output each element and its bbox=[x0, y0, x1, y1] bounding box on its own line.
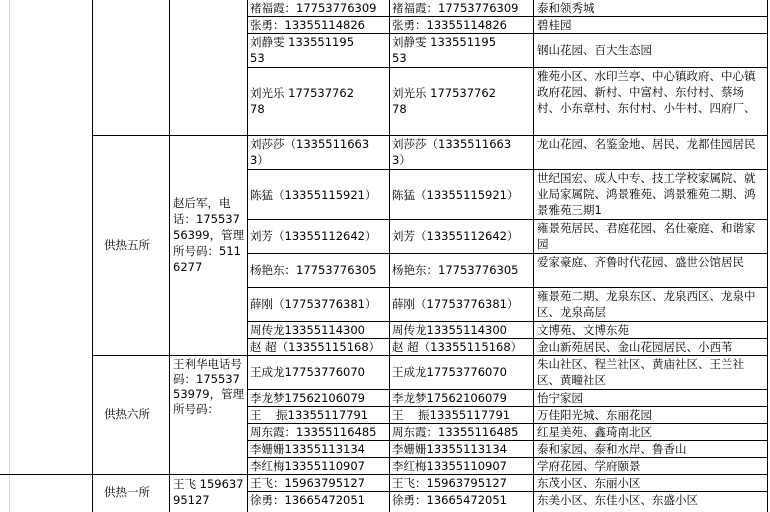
contact-cell: 褚福霞：17753776309 bbox=[250, 1, 377, 15]
grid-column-line bbox=[9, 0, 10, 512]
column-divider bbox=[767, 0, 768, 512]
station-name: 供热五所 bbox=[104, 238, 150, 252]
contact-cell: 周传龙13355114300 bbox=[250, 323, 365, 337]
contact-cell: 杨艳东：17753776305 bbox=[392, 263, 519, 277]
contact-cell: 李龙梦17562106079 bbox=[392, 391, 507, 405]
community-cell: 万佳阳光城、东丽花园 bbox=[537, 408, 652, 422]
station-contact: 王飞 15963795127 bbox=[173, 477, 244, 507]
contact-cell: 刘芳（13355112642） bbox=[250, 229, 377, 243]
contact-cell: 徐勇：13665472051 bbox=[250, 493, 365, 507]
contact-cell: 杨艳东：17753776305 bbox=[250, 263, 377, 277]
station-name: 供热六所 bbox=[104, 407, 150, 421]
contact-cell: 李姗姗13355113134 bbox=[392, 442, 507, 456]
group-divider bbox=[0, 474, 768, 475]
contact-cell: 张勇：13355114826 bbox=[392, 18, 507, 32]
contact-cell: 刘莎莎（13355116633） bbox=[250, 137, 370, 167]
contact-cell: 薛刚（17753776381） bbox=[392, 297, 519, 311]
contact-cell: 周东霞：13355116485 bbox=[392, 425, 519, 439]
community-cell: 朱山社区、程兰社区、黄庙社区、王兰社区、黄疃社区 bbox=[537, 357, 744, 387]
contact-cell: 王飞：15963795127 bbox=[250, 476, 365, 490]
contact-cell: 周传龙13355114300 bbox=[392, 323, 507, 337]
community-cell: 雍景苑二期、龙泉东区、龙泉西区、龙泉中区、龙泉高层 bbox=[537, 289, 756, 319]
column-divider bbox=[169, 0, 170, 512]
contact-cell: 徐勇：13665472051 bbox=[392, 493, 507, 507]
contact-cell: 赵 超（13355115168） bbox=[392, 340, 523, 354]
station-name: 供热一所 bbox=[104, 485, 150, 499]
column-divider bbox=[247, 0, 248, 512]
contact-cell: 刘静雯 13355119553 bbox=[392, 35, 497, 65]
community-cell: 钢山花园、百大生态园 bbox=[537, 43, 652, 57]
station-contact: 王利华电话号码：17553753979，管理所号码： bbox=[173, 357, 245, 416]
community-cell: 碧桂园 bbox=[537, 18, 572, 32]
contact-cell: 薛刚（17753776381） bbox=[250, 297, 377, 311]
community-cell: 龙山花园、名鉴金地、居民、龙都佳园居民 bbox=[537, 137, 756, 151]
community-cell: 泰和领秀城 bbox=[537, 1, 595, 15]
contact-cell: 张勇：13355114826 bbox=[250, 18, 365, 32]
community-cell: 雍景苑居民、君庭花园、名仕豪庭、和谐家园 bbox=[537, 221, 756, 251]
community-cell: 东美小区、东佳小区、东盛小区 bbox=[537, 493, 698, 507]
contact-cell: 王 振13355117791 bbox=[250, 408, 369, 422]
contact-cell: 周东霞：13355116485 bbox=[250, 425, 377, 439]
contact-cell: 王成龙17753776070 bbox=[392, 365, 507, 379]
column-divider bbox=[389, 0, 390, 512]
community-cell: 东茂小区、东丽小区 bbox=[537, 476, 641, 490]
contact-cell: 李姗姗13355113134 bbox=[250, 442, 365, 456]
community-cell: 怡宁家园 bbox=[537, 391, 583, 405]
contact-cell: 陈猛（13355115921） bbox=[392, 188, 519, 202]
community-cell: 世纪国宏、成人中专、技工学校家属院、就业局家属院、鸿景雅苑、鸿景雅苑二期、鸿景雅苑三期1 bbox=[537, 171, 756, 217]
station-contact: 赵后军，电话：17553756399，管理所号码：5116277 bbox=[173, 196, 245, 274]
contact-cell: 王 振13355117791 bbox=[392, 408, 511, 422]
column-divider bbox=[533, 0, 534, 512]
contact-cell: 刘光乐 17753776278 bbox=[250, 86, 355, 116]
contact-cell: 刘静雯 13355119553 bbox=[250, 35, 355, 65]
contact-cell: 王成龙17753776070 bbox=[250, 365, 365, 379]
contact-cell: 李红梅13355110907 bbox=[392, 459, 507, 473]
contact-cell: 刘光乐 17753776278 bbox=[392, 86, 497, 116]
community-cell: 爱家豪庭、齐鲁时代花园、盛世公馆居民 bbox=[537, 255, 744, 269]
community-cell: 雅苑小区、水印兰亭、中心镇政府、中心镇政府花园、新村、中富村、东付村、蔡场村、小东章村、东付村、小牛村、四府厂、 bbox=[537, 69, 756, 115]
contact-cell: 王飞：15963795127 bbox=[392, 476, 507, 490]
community-cell: 金山新苑居民、金山花园居民、小西苇 bbox=[537, 340, 733, 354]
contact-cell: 李红梅13355110907 bbox=[250, 459, 365, 473]
contact-cell: 褚福霞：17753776309 bbox=[392, 1, 519, 15]
contact-cell: 陈猛（13355115921） bbox=[250, 188, 377, 202]
contact-cell: 赵 超（13355115168） bbox=[250, 340, 381, 354]
spreadsheet-gridlines bbox=[0, 0, 93, 512]
contact-cell: 李龙梦17562106079 bbox=[250, 391, 365, 405]
contact-cell: 刘莎莎（13355116633） bbox=[392, 137, 512, 167]
community-cell: 泰和家园、泰和水岸、鲁香山 bbox=[537, 442, 687, 456]
community-cell: 红星美苑、鑫琦南北区 bbox=[537, 425, 652, 439]
community-cell: 文博苑、文博东苑 bbox=[537, 323, 629, 337]
community-cell: 学府花园、学府颐景 bbox=[537, 459, 641, 473]
contact-cell: 刘芳（13355112642） bbox=[392, 229, 519, 243]
